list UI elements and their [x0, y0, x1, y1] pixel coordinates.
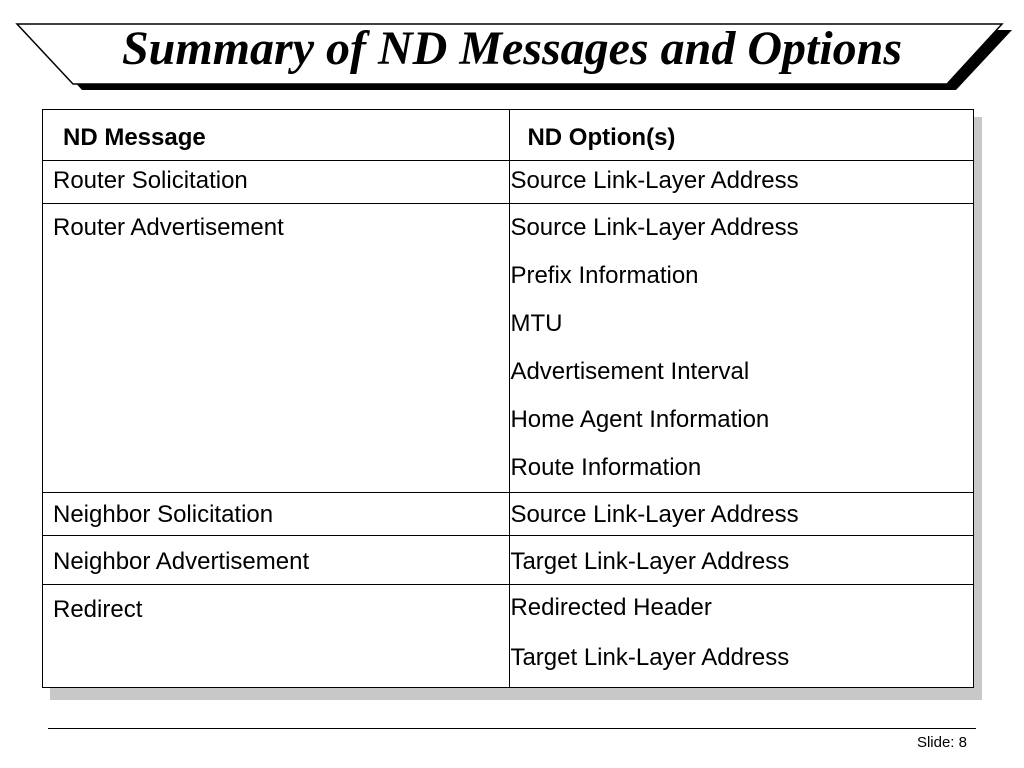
table-header-row	[43, 110, 974, 161]
message-cell: Router Solicitation	[43, 161, 510, 204]
table-row	[43, 493, 974, 536]
options-cell: Source Link-Layer Address Prefix Information MTU Advertisement Interval Home Agent Information Route Information	[510, 204, 974, 493]
message-cell: Redirect	[43, 585, 510, 688]
table-row	[43, 536, 974, 585]
options-cell: Source Link-Layer Address	[510, 493, 974, 536]
slide-title: Summary of ND Messages and Options	[121, 22, 903, 75]
nd-summary-table	[42, 109, 974, 688]
header-nd-message: ND Message	[43, 110, 510, 161]
message-cell: Neighbor Solicitation	[43, 493, 510, 536]
header-nd-options: ND Option(s)	[510, 110, 974, 161]
options-cell: Target Link-Layer Address	[510, 536, 974, 585]
slide-number: Slide: 8	[916, 734, 967, 751]
footer-divider	[48, 728, 976, 729]
table-row	[43, 161, 974, 204]
options-cell: Source Link-Layer Address	[510, 161, 974, 204]
options-cell: Redirected Header Target Link-Layer Address	[510, 585, 974, 688]
table-row	[43, 204, 974, 493]
message-cell: Router Advertisement	[43, 204, 510, 493]
message-cell: Neighbor Advertisement	[43, 536, 510, 585]
table-row	[43, 585, 974, 688]
title-banner	[0, 0, 1024, 100]
